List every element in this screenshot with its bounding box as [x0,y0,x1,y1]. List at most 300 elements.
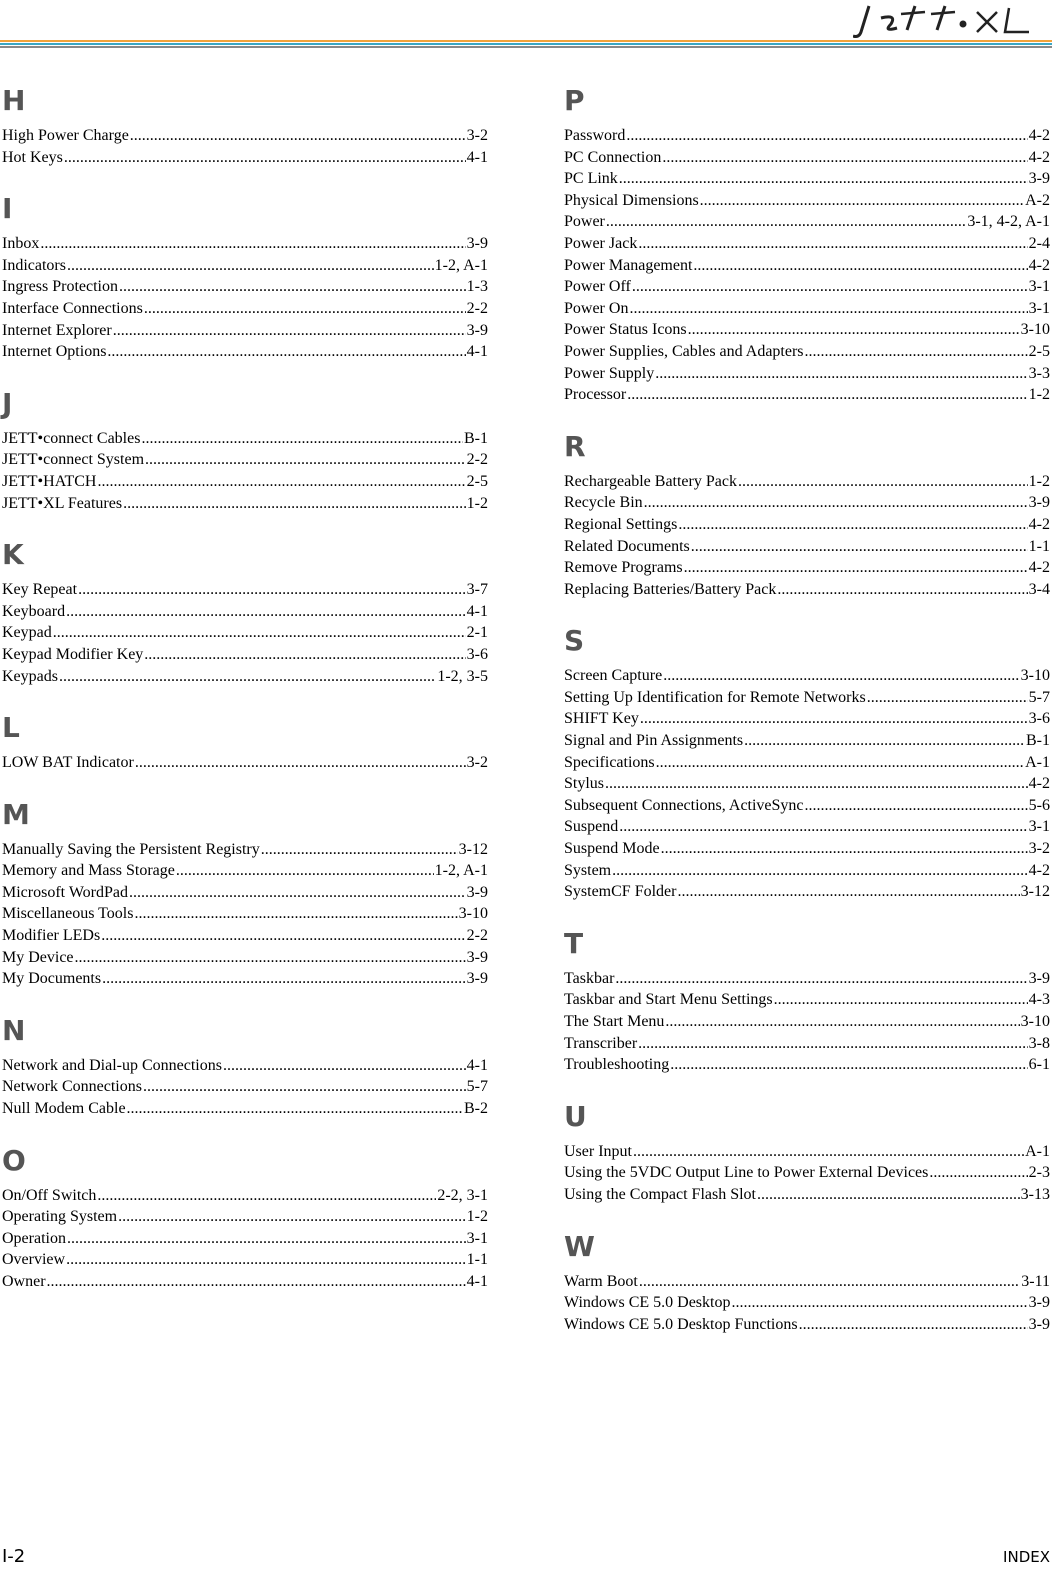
dot-leader [665,1011,1019,1033]
index-page-ref: 3-9 [466,235,488,253]
index-term: Power Status Icons [564,321,687,339]
index-entry [564,989,1050,1011]
header-rule-orange [0,40,1052,42]
index-term: My Device [2,948,74,966]
index-page-ref: 3-2 [1028,840,1050,858]
dot-leader [145,449,466,471]
index-page-ref: 4-1 [466,1056,488,1074]
index-entry [564,298,1050,320]
index-entry [564,665,1050,687]
index-entry [564,773,1050,795]
section-letter: O [2,1143,26,1177]
index-term: Processor [564,386,627,404]
index-entry [564,319,1050,341]
index-entry [2,147,488,169]
index-page-ref: B-1 [464,429,488,447]
index-entry [2,1206,488,1228]
section-letter: T [564,926,584,960]
index-term: JETT•HATCH [2,472,97,490]
section-letter: L [2,711,20,745]
index-page-ref: 3-1 [1028,278,1050,296]
dot-leader [101,925,465,947]
dot-leader [738,471,1028,493]
index-page-ref: 3-9 [466,948,488,966]
index-entry [564,168,1050,190]
dot-leader [67,1228,466,1250]
index-page-ref: 4-1 [466,602,488,620]
index-term: Internet Explorer [2,321,112,339]
index-entry [564,190,1050,212]
index-entry [564,1033,1050,1055]
index-term: Manually Saving the Persistent Registry [2,840,260,858]
dot-leader [64,147,466,169]
index-term: Rechargeable Battery Pack [564,472,737,490]
index-column-left [2,86,488,1319]
dot-leader [67,255,434,277]
index-entry [564,557,1050,579]
index-term: JETT•connect System [2,451,145,469]
dot-leader [633,1141,1024,1163]
index-page-ref: 3-3 [1028,364,1050,382]
index-entry [2,276,488,298]
dot-leader [261,839,458,861]
page-header [0,0,1052,60]
section-letter: R [564,429,586,463]
dot-leader [677,881,1019,903]
index-page-ref: 4-3 [1028,991,1050,1009]
dot-leader [223,1055,466,1077]
index-page-ref: 4-1 [466,1273,488,1290]
index-section-s [564,626,1050,903]
index-entry [564,1054,1050,1076]
jett-xl-logo [853,2,1038,40]
index-term: Taskbar and Start Menu Settings [564,991,773,1009]
dot-leader [118,1206,466,1228]
dot-leader [757,1184,1020,1206]
dot-leader [929,1162,1027,1184]
section-letter: I [2,192,13,226]
index-page-ref: 3-9 [466,883,488,901]
index-entry [564,1162,1050,1184]
dot-leader [644,492,1028,514]
index-page-ref: 2-1 [466,624,488,642]
index-entry [2,601,488,623]
dot-leader [78,579,466,601]
index-term: Power [564,213,605,231]
dot-leader [127,1098,463,1120]
index-page-ref: 1-2, 3-5 [437,667,488,685]
dot-leader [102,968,466,990]
index-entry [564,384,1050,406]
index-entry [2,622,488,644]
index-entry [2,341,488,363]
dot-leader [40,233,465,255]
index-entry [2,882,488,904]
index-term: On/Off Switch [2,1186,97,1204]
index-entry [564,816,1050,838]
index-term: Power Supplies, Cables and Adapters [564,342,804,360]
index-section-l [2,713,488,774]
index-term: Taskbar [564,969,615,987]
index-term: The Start Menu [564,1013,665,1030]
dot-leader [805,795,1028,817]
dot-leader [638,1033,1028,1055]
index-term: Internet Options [2,343,107,361]
index-term: User Input [564,1142,632,1160]
index-page-ref: 3-10 [1020,667,1050,685]
index-term: Key Repeat [2,581,78,599]
dot-leader [66,601,466,623]
index-term: Replacing Batteries/Battery Pack [564,580,777,598]
index-page-ref: 1-2 [1028,472,1050,490]
index-entry [2,255,488,277]
index-page-ref: 3-1 [1028,818,1050,836]
index-entry [564,968,1050,990]
index-entry [564,579,1050,601]
index-page-ref: 2-2, 3-1 [437,1186,488,1204]
index-term: Stylus [564,775,605,793]
index-term: Suspend [564,818,619,836]
dot-leader [97,1185,436,1207]
index-entry [2,125,488,147]
dot-leader [176,860,434,882]
index-term: Windows CE 5.0 Desktop Functions [564,1315,798,1333]
index-entry [564,838,1050,860]
dot-leader [66,1249,466,1271]
section-letter: N [2,1013,26,1047]
index-entry [564,492,1050,514]
index-page-ref: B-2 [464,1100,488,1118]
index-section-m [2,797,488,990]
index-entry [2,1055,488,1077]
header-rules [0,40,1052,52]
index-entry [564,147,1050,169]
index-term: Regional Settings [564,515,678,533]
index-page-ref: 3-9 [1028,170,1050,188]
index-term: Keypads [2,667,58,685]
dot-leader [141,428,463,450]
index-page-ref: 3-1, 4-2, A-1 [967,213,1050,231]
dot-leader [605,773,1028,795]
dot-leader [629,298,1027,320]
index-entry [2,233,488,255]
index-term: Power Supply [564,364,655,382]
index-entry [564,1292,1050,1314]
index-term: JETT•connect Cables [2,429,141,447]
dot-leader [59,666,436,688]
index-section-w [564,1229,1050,1336]
index-term: Operating System [2,1208,118,1226]
index-term: SHIFT Key [564,710,639,728]
index-section-u [564,1099,1050,1206]
index-term: Hot Keys [2,148,63,166]
dot-leader [144,644,465,666]
dot-leader [805,341,1028,363]
dot-leader [626,125,1027,147]
dot-leader [700,190,1024,212]
index-page-ref: 4-2 [1028,775,1050,793]
index-term: Physical Dimensions [564,191,699,209]
index-term: LOW BAT Indicator [2,754,134,772]
index-section-p [564,86,1050,406]
index-term: PC Link [564,170,618,188]
index-section-o [2,1143,488,1293]
section-letter: H [2,84,26,117]
dot-leader [130,125,466,147]
index-entry [564,860,1050,882]
index-page-ref: 1-2, A-1 [434,862,488,880]
index-page-ref: 4-1 [466,343,488,361]
index-entry [564,363,1050,385]
index-term: Using the 5VDC Output Line to Power External Devices [564,1164,929,1182]
index-page-ref: 3-10 [458,905,488,923]
index-page-ref: 3-12 [1020,883,1050,901]
index-entry [2,471,488,493]
index-entry [2,1185,488,1207]
dot-leader [123,493,466,515]
page-number: I-2 [2,1546,26,1567]
index-page-ref: 4-2 [1028,127,1050,144]
index-term: Power On [564,299,629,317]
dot-leader [799,1314,1028,1336]
index-entry [564,752,1050,774]
index-page-ref: A-2 [1025,191,1050,209]
index-term: Microsoft WordPad [2,883,128,901]
index-page-ref: 2-4 [1028,234,1050,252]
dot-leader [661,838,1028,860]
index-page-ref: 3-13 [1020,1185,1050,1203]
index-page-ref: 2-5 [1028,342,1050,360]
index-section-r [564,429,1050,601]
index-entry [2,1249,488,1271]
index-page-ref: 4-2 [1028,148,1050,166]
index-term: System [564,861,612,879]
dot-leader [684,557,1028,579]
dot-leader [113,320,466,342]
index-term: Operation [2,1229,66,1247]
index-page-ref: 6-1 [1028,1056,1050,1074]
dot-leader [97,471,465,493]
index-page-ref: 1-1 [466,1251,488,1269]
index-page-ref: 1-2 [466,1208,488,1226]
index-term: Ingress Protection [2,278,118,296]
index-page-ref: 3-1 [1028,299,1050,317]
header-rule-gray [0,46,1052,48]
index-page-ref: 4-2 [1028,515,1050,533]
section-name: INDEX [1003,1548,1050,1566]
index-page-ref: 3-9 [466,970,488,988]
index-page-ref: 3-4 [1028,580,1050,598]
index-term: JETT•XL Features [2,494,123,512]
index-page-ref: 4-2 [1028,861,1050,879]
index-page-ref: 3-10 [1020,321,1050,339]
index-entry [564,687,1050,709]
index-term: High Power Charge [2,127,129,144]
dot-leader [119,276,466,298]
index-entry [2,947,488,969]
index-term: SystemCF Folder [564,883,677,901]
dot-leader [638,233,1027,255]
index-entry [2,449,488,471]
dot-leader [656,752,1024,774]
index-section-j [2,386,488,514]
index-page-ref: A-1 [1025,753,1050,771]
index-page-ref: 5-7 [1028,688,1050,706]
section-letter: W [564,1229,595,1263]
index-entry [2,1076,488,1098]
index-entry [564,795,1050,817]
dot-leader [691,536,1028,558]
index-page-ref: 4-1 [466,148,488,166]
index-page-ref: 3-9 [1028,1294,1050,1312]
index-page-ref: 2-5 [466,472,488,490]
index-page-ref: 2-2 [466,927,488,945]
index-entry [564,471,1050,493]
index-entry [564,1011,1050,1033]
index-section-i [2,194,488,363]
index-term: Power Off [564,278,631,296]
index-page-ref: 3-9 [466,321,488,339]
index-page-ref: 4-2 [1028,256,1050,274]
index-page-ref: 3-2 [466,127,488,144]
index-term: Overview [2,1251,66,1269]
index-term: Owner [2,1273,46,1290]
dot-leader [777,579,1027,601]
index-entry [2,298,488,320]
dot-leader [678,514,1027,536]
index-term: Null Modem Cable [2,1100,126,1118]
dot-leader [662,147,1027,169]
index-term: Password [564,127,626,144]
index-term: Remove Programs [564,559,683,577]
index-page-ref: 3-9 [1028,1315,1050,1333]
dot-leader [867,687,1028,709]
index-page-ref: 3-9 [1028,494,1050,512]
index-term: Power Management [564,256,693,274]
index-page-ref: 5-6 [1028,796,1050,814]
index-term: Warm Boot [564,1272,638,1290]
index-entry [2,968,488,990]
section-letter: P [564,84,585,117]
index-term: Power Jack [564,234,638,252]
index-term: Signal and Pin Assignments [564,732,744,750]
index-section-k [2,540,488,687]
index-page-ref: A-1 [1025,1142,1050,1160]
index-term: Using the Compact Flash Slot [564,1185,756,1203]
index-section-h [2,86,488,168]
index-section-n [2,1013,488,1120]
index-entry [564,536,1050,558]
index-entry [564,1184,1050,1206]
index-entry [2,839,488,861]
index-entry [564,276,1050,298]
index-term: Keypad [2,624,52,642]
index-entry [564,255,1050,277]
index-entry [2,1098,488,1120]
index-term: Network Connections [2,1078,142,1096]
header-rule-blue [0,43,1052,45]
index-page-ref: 3-6 [466,645,488,663]
dot-leader [129,882,466,904]
index-entry [564,211,1050,233]
index-term: Memory and Mass Storage [2,862,175,880]
dot-leader [47,1271,466,1293]
index-entry [564,514,1050,536]
dot-leader [688,319,1020,341]
index-page-ref: 4-2 [1028,559,1050,577]
section-letter: U [564,1099,587,1133]
index-term: Screen Capture [564,667,663,685]
index-term: Transcriber [564,1034,638,1052]
index-page-ref: 2-3 [1028,1164,1050,1182]
index-section-t [564,926,1050,1076]
index-page-ref: 2-2 [466,451,488,469]
index-entry [2,1271,488,1293]
dot-leader [107,341,465,363]
index-term: Keyboard [2,602,66,620]
index-page-ref: 5-7 [466,1078,488,1096]
dot-leader [663,665,1019,687]
index-entry [2,579,488,601]
index-page-ref: 3-1 [466,1229,488,1247]
index-entry [2,1228,488,1250]
index-term: Miscellaneous Tools [2,905,134,923]
dot-leader [615,968,1027,990]
dot-leader [619,168,1028,190]
index-page-ref: 1-3 [466,278,488,296]
index-term: Related Documents [564,537,690,555]
dot-leader [143,1076,466,1098]
index-page-ref: 3-12 [458,840,488,858]
index-term: Subsequent Connections, ActiveSync [564,796,804,814]
index-entry [564,1141,1050,1163]
index-entry [564,341,1050,363]
dot-leader [632,276,1028,298]
dot-leader [639,1271,1020,1293]
index-page-ref: 1-1 [1028,537,1050,555]
index-page-ref: 3-7 [466,581,488,599]
index-term: Windows CE 5.0 Desktop [564,1294,731,1312]
index-term: Indicators [2,256,66,274]
index-page-ref: 3-10 [1020,1013,1050,1030]
dot-leader [640,708,1028,730]
index-page-ref: 1-2 [1028,386,1050,404]
index-term: Recycle Bin [564,494,643,512]
index-term: Network and Dial-up Connections [2,1056,222,1074]
index-entry [2,925,488,947]
dot-leader [75,947,466,969]
dot-leader [744,730,1025,752]
index-entry [2,903,488,925]
index-term: My Documents [2,970,102,988]
section-letter: J [2,386,13,420]
index-entry [564,233,1050,255]
index-term: PC Connection [564,148,662,166]
dot-leader [135,752,466,774]
index-entry [2,493,488,515]
index-entry [564,708,1050,730]
index-term: Keypad Modifier Key [2,645,144,663]
section-letter: K [2,538,24,572]
index-entry [564,1271,1050,1293]
index-term: Troubleshooting [564,1056,670,1074]
index-page-ref: 3-11 [1021,1272,1050,1290]
index-page-ref: 3-9 [1028,969,1050,987]
dot-leader [627,384,1027,406]
index-term: Modifier LEDs [2,927,101,945]
index-entry [2,860,488,882]
index-page-ref: 3-2 [466,754,488,772]
